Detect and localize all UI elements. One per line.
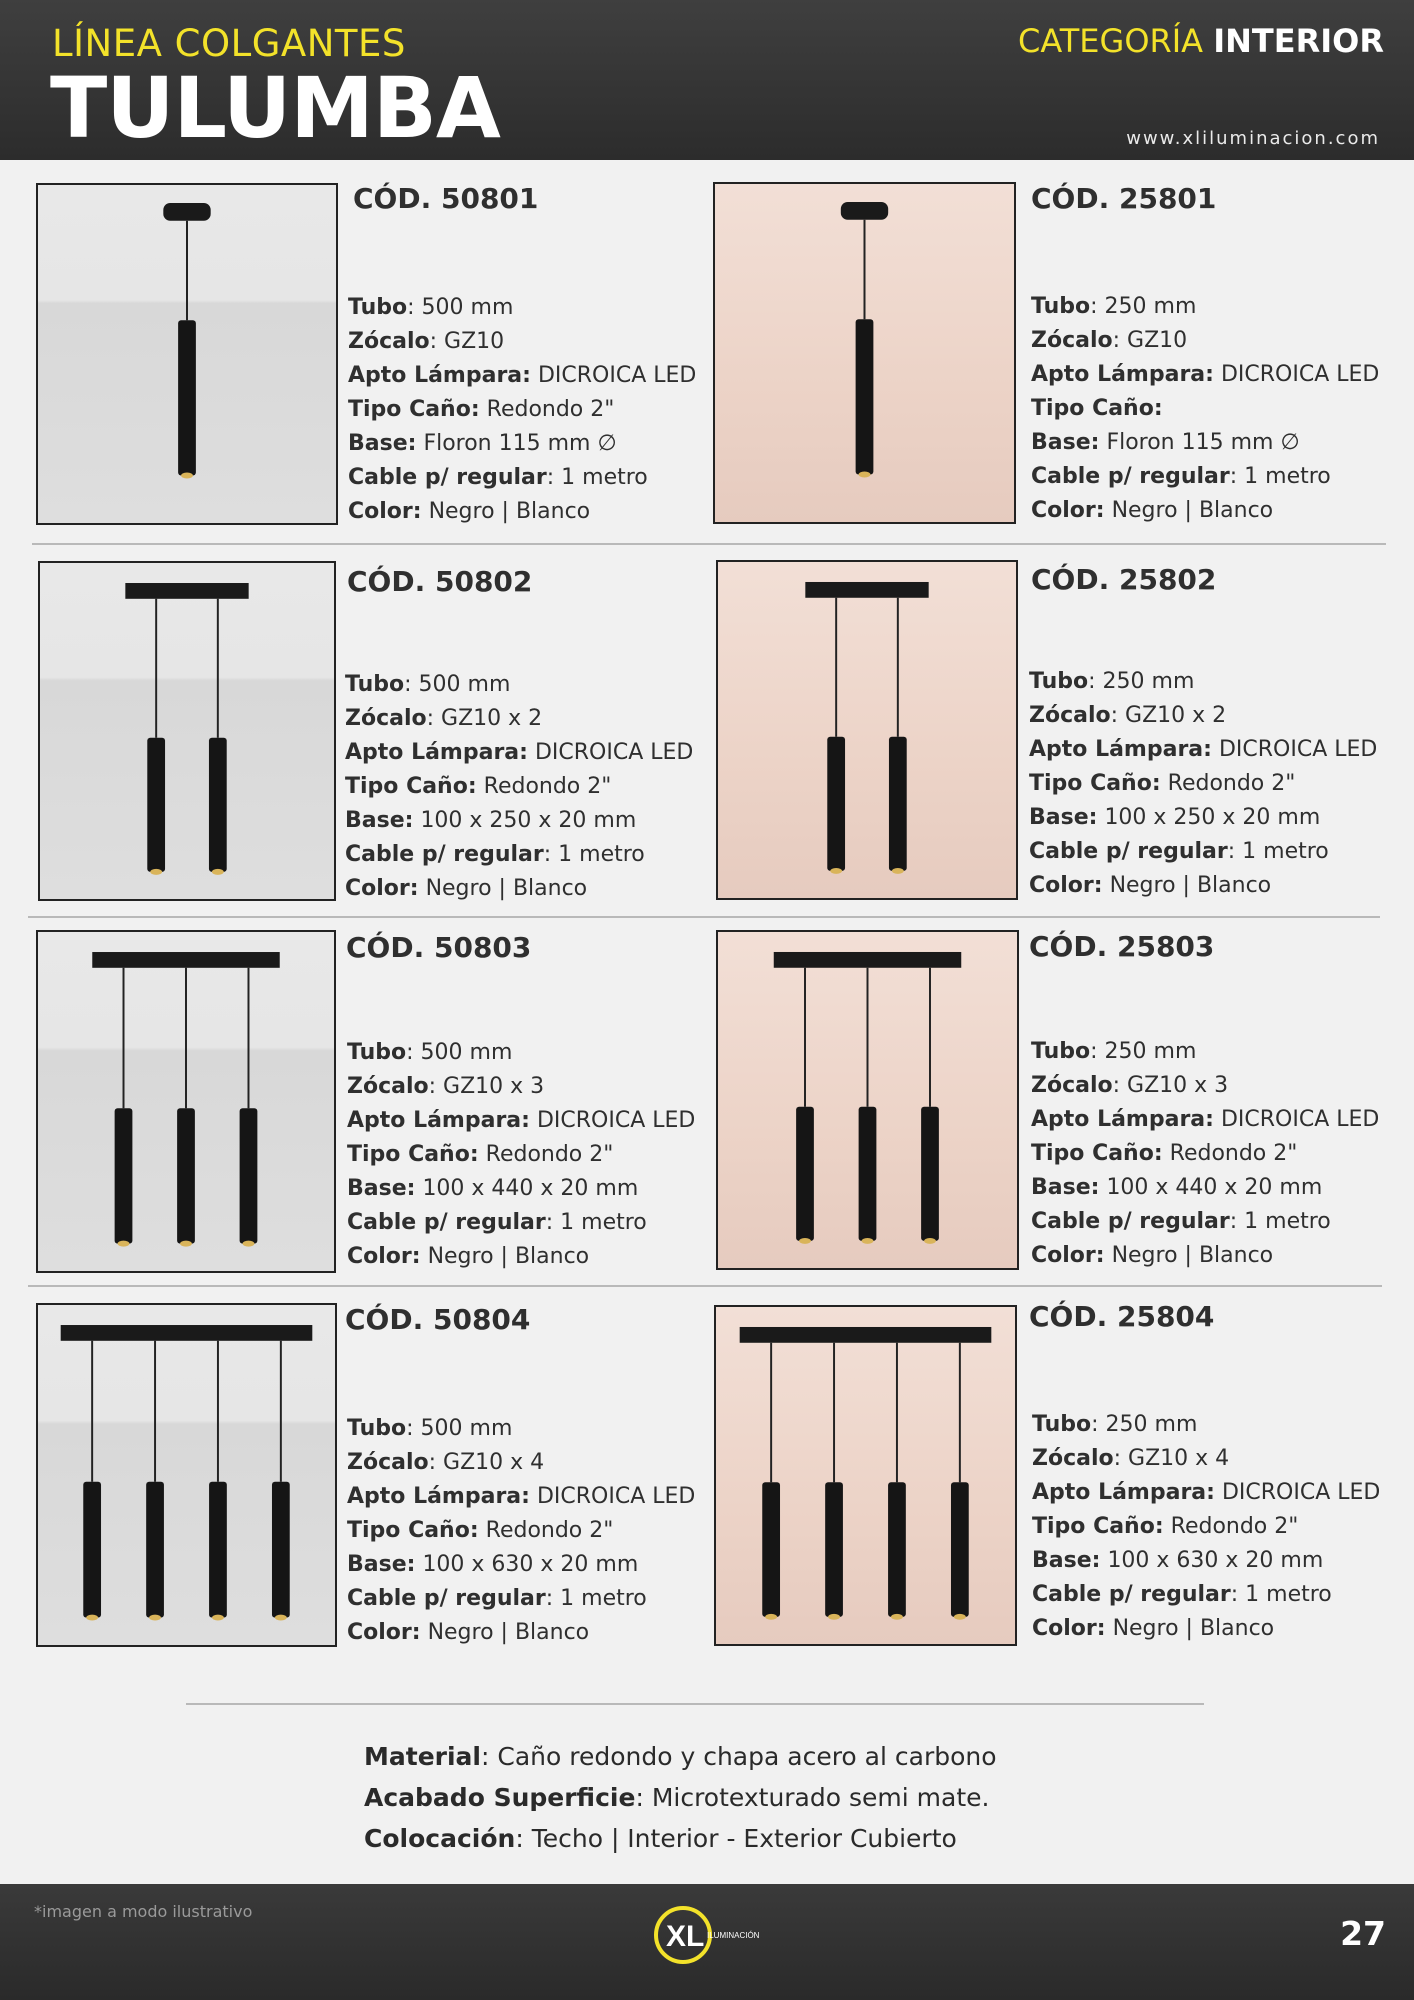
spec-label: Apto Lámpara: <box>348 363 531 388</box>
spec-tubo: Tubo: 500 mm <box>347 1416 513 1441</box>
product-specs <box>1029 665 1377 903</box>
spec-label: Apto Lámpara: <box>347 1108 530 1133</box>
spec-value: Redondo 2" <box>486 397 615 422</box>
spec-color <box>1032 1612 1380 1646</box>
spec-value: GZ10 x 2 <box>1125 703 1227 728</box>
product-photo <box>716 560 1018 900</box>
spec-value: DICROICA LED <box>1220 1107 1380 1132</box>
spec-value: 1 metro <box>1245 1582 1332 1607</box>
spec-label: Zócalo <box>1032 1446 1114 1471</box>
spec-tubo: Tubo: 500 mm <box>348 295 514 320</box>
spec-value: 1 metro <box>1244 1209 1331 1234</box>
colocacion-line: Colocación: Techo | Interior - Exterior Cubierto <box>364 1824 957 1853</box>
row-divider <box>32 543 1386 545</box>
spec-label: Cable p/ regular <box>348 465 547 490</box>
spec-label: Tubo <box>1031 1039 1091 1064</box>
product-specs <box>1031 1035 1379 1273</box>
spec-value: DICROICA LED <box>1220 362 1380 387</box>
product-code: CÓD. 25802 <box>1031 563 1217 596</box>
product-specs <box>1031 290 1379 528</box>
spec-value: 500 mm <box>418 672 511 697</box>
spec-cano <box>1031 392 1379 426</box>
spec-tubo: Tubo: 250 mm <box>1031 294 1197 319</box>
product-specs <box>347 1036 695 1274</box>
pendant-lamp-illustration <box>38 185 336 523</box>
spec-zocalo: Zócalo: GZ10 <box>348 329 505 354</box>
spec-value: DICROICA LED <box>1218 737 1378 762</box>
product-specs <box>347 1412 695 1650</box>
product-photo <box>713 182 1016 524</box>
spec-value: 250 mm <box>1102 669 1195 694</box>
spec-apto <box>1029 733 1377 767</box>
spec-label: Tubo <box>345 672 405 697</box>
product-photo <box>36 1303 337 1647</box>
spec-value: 1 metro <box>1244 464 1331 489</box>
spec-color <box>348 495 696 529</box>
page-title: TULUMBA <box>50 59 500 157</box>
spec-cano <box>345 770 693 804</box>
spec-value: 250 mm <box>1104 294 1197 319</box>
xl-logo-icon <box>650 1902 770 1968</box>
spec-label: Base: <box>348 431 417 456</box>
spec-value: Negro | Blanco <box>427 1620 590 1645</box>
disclaimer: *imagen a modo ilustrativo <box>34 1902 253 1921</box>
spec-value: GZ10 <box>1127 328 1188 353</box>
spec-label: Tubo <box>1031 294 1091 319</box>
acabado-line: Acabado Superficie: Microtexturado semi mate. <box>364 1783 990 1812</box>
spec-label: Apto Lámpara: <box>1031 362 1214 387</box>
spec-cano <box>1032 1510 1380 1544</box>
spec-apto <box>1032 1476 1380 1510</box>
spec-value: GZ10 x 4 <box>443 1450 545 1475</box>
pendant-lamp-illustration <box>715 184 1014 522</box>
spec-value: 100 x 440 x 20 mm <box>422 1176 639 1201</box>
logo-subtext: ILUMINACIÓN <box>707 1931 760 1940</box>
spec-label: Cable p/ regular <box>347 1586 546 1611</box>
material-label: Material <box>364 1742 481 1771</box>
spec-value: Negro | Blanco <box>1109 873 1272 898</box>
spec-apto <box>347 1480 695 1514</box>
spec-cano <box>348 393 696 427</box>
spec-label: Base: <box>1029 805 1098 830</box>
category-value: INTERIOR <box>1213 22 1384 60</box>
spec-apto <box>1031 358 1379 392</box>
material-value: Caño redondo y chapa acero al carbono <box>497 1742 997 1771</box>
spec-value: DICROICA LED <box>537 363 697 388</box>
acabado-value: Microtexturado semi mate. <box>651 1783 990 1812</box>
spec-label: Color: <box>1032 1616 1106 1641</box>
product-photo <box>38 561 336 901</box>
spec-base <box>347 1548 695 1582</box>
spec-label: Base: <box>345 808 414 833</box>
spec-label: Color: <box>347 1244 421 1269</box>
spec-tubo: Tubo: 250 mm <box>1032 1412 1198 1437</box>
spec-label: Cable p/ regular <box>347 1210 546 1235</box>
spec-value: Negro | Blanco <box>428 499 591 524</box>
spec-value: Floron 115 mm ∅ <box>423 431 617 456</box>
product-code: CÓD. 50804 <box>345 1303 531 1336</box>
spec-apto <box>348 359 696 393</box>
spec-label: Apto Lámpara: <box>1031 1107 1214 1132</box>
spec-label: Zócalo <box>1031 328 1113 353</box>
product-code: CÓD. 50803 <box>346 931 532 964</box>
spec-value: GZ10 <box>444 329 505 354</box>
row-divider <box>28 1285 1382 1287</box>
spec-label: Apto Lámpara: <box>345 740 528 765</box>
spec-cable: Cable p/ regular: 1 metro <box>347 1586 647 1611</box>
spec-cable: Cable p/ regular: 1 metro <box>1032 1582 1332 1607</box>
spec-label: Apto Lámpara: <box>1029 737 1212 762</box>
header <box>0 0 1414 160</box>
spec-value: Negro | Blanco <box>425 876 588 901</box>
product-code: CÓD. 25804 <box>1029 1300 1215 1333</box>
spec-label: Color: <box>348 499 422 524</box>
spec-cano <box>1029 767 1377 801</box>
spec-label: Tubo <box>347 1416 407 1441</box>
spec-value: 100 x 250 x 20 mm <box>1104 805 1321 830</box>
product-specs <box>345 668 693 906</box>
product-specs <box>348 291 696 529</box>
product-code: CÓD. 25801 <box>1031 182 1217 215</box>
spec-zocalo: Zócalo: GZ10 x 3 <box>1031 1073 1229 1098</box>
logo-text: XL <box>666 1920 705 1953</box>
spec-value: 500 mm <box>420 1040 513 1065</box>
product-photo <box>36 183 338 525</box>
spec-label: Base: <box>347 1552 416 1577</box>
spec-value: Redondo 2" <box>485 1518 614 1543</box>
spec-label: Apto Lámpara: <box>347 1484 530 1509</box>
spec-value: Redondo 2" <box>485 1142 614 1167</box>
spec-value: DICROICA LED <box>536 1108 696 1133</box>
spec-value: 100 x 630 x 20 mm <box>1107 1548 1324 1573</box>
row-divider <box>28 916 1380 918</box>
spec-color <box>347 1616 695 1650</box>
spec-base <box>345 804 693 838</box>
spec-label: Color: <box>1031 1243 1105 1268</box>
spec-value: DICROICA LED <box>536 1484 696 1509</box>
spec-color <box>1029 869 1377 903</box>
spec-label: Base: <box>1031 430 1100 455</box>
spec-apto <box>1031 1103 1379 1137</box>
product-code: CÓD. 50801 <box>353 182 539 215</box>
spec-label: Tubo <box>347 1040 407 1065</box>
spec-label: Color: <box>345 876 419 901</box>
spec-apto <box>345 736 693 770</box>
spec-cable: Cable p/ regular: 1 metro <box>1029 839 1329 864</box>
pendant-lamp-illustration <box>38 932 334 1271</box>
spec-label: Zócalo <box>1031 1073 1113 1098</box>
product-photo <box>716 930 1019 1270</box>
spec-base <box>348 427 696 461</box>
spec-base <box>1031 1171 1379 1205</box>
spec-value: Negro | Blanco <box>427 1244 590 1269</box>
spec-value: 1 metro <box>1242 839 1329 864</box>
spec-tubo: Tubo: 250 mm <box>1031 1039 1197 1064</box>
spec-tubo: Tubo: 250 mm <box>1029 669 1195 694</box>
spec-value: Redondo 2" <box>1169 1141 1298 1166</box>
spec-color <box>1031 1239 1379 1273</box>
spec-value: Negro | Blanco <box>1112 1616 1275 1641</box>
spec-value: 100 x 250 x 20 mm <box>420 808 637 833</box>
spec-value: 500 mm <box>420 1416 513 1441</box>
spec-cable: Cable p/ regular: 1 metro <box>345 842 645 867</box>
spec-cable: Cable p/ regular: 1 metro <box>348 465 648 490</box>
spec-color <box>1031 494 1379 528</box>
spec-label: Tipo Caño: <box>347 1142 479 1167</box>
category-label <box>1018 22 1384 60</box>
spec-value: 1 metro <box>561 465 648 490</box>
spec-value: 1 metro <box>558 842 645 867</box>
spec-value: DICROICA LED <box>1221 1480 1381 1505</box>
spec-cano <box>347 1138 695 1172</box>
footer <box>0 1884 1414 2000</box>
spec-value: Floron 115 mm ∅ <box>1106 430 1300 455</box>
category-prefix: CATEGORÍA <box>1018 22 1204 60</box>
spec-value: GZ10 x 3 <box>1127 1073 1229 1098</box>
product-code: CÓD. 50802 <box>347 565 533 598</box>
spec-value: 1 metro <box>560 1210 647 1235</box>
spec-tubo: Tubo: 500 mm <box>345 672 511 697</box>
acabado-label: Acabado Superficie <box>364 1783 636 1812</box>
spec-label: Tipo Caño: <box>1029 771 1161 796</box>
spec-label: Tipo Caño: <box>1031 1141 1163 1166</box>
spec-label: Tipo Caño: <box>348 397 480 422</box>
spec-zocalo: Zócalo: GZ10 x 3 <box>347 1074 545 1099</box>
spec-zocalo: Zócalo: GZ10 x 2 <box>1029 703 1227 728</box>
product-photo <box>714 1305 1017 1646</box>
spec-label: Cable p/ regular <box>1031 464 1230 489</box>
spec-value: 100 x 630 x 20 mm <box>422 1552 639 1577</box>
spec-label: Tipo Caño: <box>1032 1514 1164 1539</box>
colocacion-value: Techo | Interior - Exterior Cubierto <box>531 1824 957 1853</box>
spec-value: Redondo 2" <box>483 774 612 799</box>
spec-cable: Cable p/ regular: 1 metro <box>347 1210 647 1235</box>
spec-base <box>347 1172 695 1206</box>
spec-label: Color: <box>1031 498 1105 523</box>
spec-label: Color: <box>1029 873 1103 898</box>
pendant-lamp-illustration <box>716 1307 1015 1644</box>
material-line: Material: Caño redondo y chapa acero al carbono <box>364 1742 997 1771</box>
spec-value: 250 mm <box>1105 1412 1198 1437</box>
spec-value: Redondo 2" <box>1170 1514 1299 1539</box>
spec-value: Redondo 2" <box>1167 771 1296 796</box>
spec-label: Color: <box>347 1620 421 1645</box>
pendant-lamp-illustration <box>40 563 334 899</box>
pendant-lamp-illustration <box>718 562 1016 898</box>
spec-value: Negro | Blanco <box>1111 498 1274 523</box>
website-link[interactable]: www.xliluminacion.com <box>1126 128 1380 149</box>
spec-zocalo: Zócalo: GZ10 x 4 <box>1032 1446 1230 1471</box>
spec-label: Base: <box>347 1176 416 1201</box>
spec-zocalo: Zócalo: GZ10 <box>1031 328 1188 353</box>
spec-value: GZ10 x 2 <box>441 706 543 731</box>
page-number: 27 <box>1340 1914 1386 1953</box>
spec-label: Cable p/ regular <box>1029 839 1228 864</box>
spec-value: Negro | Blanco <box>1111 1243 1274 1268</box>
spec-value: 1 metro <box>560 1586 647 1611</box>
spec-label: Tubo <box>1029 669 1089 694</box>
line-label: LÍNEA COLGANTES <box>52 22 406 65</box>
spec-label: Cable p/ regular <box>1032 1582 1231 1607</box>
material-info <box>364 1736 997 1859</box>
spec-base <box>1031 426 1379 460</box>
spec-label: Zócalo <box>347 1450 429 1475</box>
pendant-lamp-illustration <box>718 932 1017 1268</box>
spec-cable: Cable p/ regular: 1 metro <box>1031 1209 1331 1234</box>
product-code: CÓD. 25803 <box>1029 930 1215 963</box>
spec-label: Cable p/ regular <box>345 842 544 867</box>
product-specs <box>1032 1408 1380 1646</box>
spec-apto <box>347 1104 695 1138</box>
spec-label: Apto Lámpara: <box>1032 1480 1215 1505</box>
spec-label: Zócalo <box>345 706 427 731</box>
pendant-lamp-illustration <box>38 1305 335 1645</box>
spec-color <box>347 1240 695 1274</box>
spec-label: Zócalo <box>348 329 430 354</box>
spec-label: Zócalo <box>347 1074 429 1099</box>
spec-value: 500 mm <box>421 295 514 320</box>
spec-label: Tipo Caño: <box>345 774 477 799</box>
spec-base <box>1032 1544 1380 1578</box>
spec-value: 250 mm <box>1104 1039 1197 1064</box>
spec-cable: Cable p/ regular: 1 metro <box>1031 464 1331 489</box>
spec-value: GZ10 x 4 <box>1128 1446 1230 1471</box>
spec-tubo: Tubo: 500 mm <box>347 1040 513 1065</box>
spec-cano <box>1031 1137 1379 1171</box>
colocacion-label: Colocación <box>364 1824 516 1853</box>
spec-color <box>345 872 693 906</box>
spec-base <box>1029 801 1377 835</box>
spec-value: GZ10 x 3 <box>443 1074 545 1099</box>
spec-label: Base: <box>1032 1548 1101 1573</box>
spec-label: Tubo <box>1032 1412 1092 1437</box>
spec-label: Cable p/ regular <box>1031 1209 1230 1234</box>
spec-label: Base: <box>1031 1175 1100 1200</box>
spec-zocalo: Zócalo: GZ10 x 4 <box>347 1450 545 1475</box>
spec-cano <box>347 1514 695 1548</box>
spec-label: Tipo Caño: <box>347 1518 479 1543</box>
spec-label: Zócalo <box>1029 703 1111 728</box>
spec-label: Tipo Caño: <box>1031 396 1163 421</box>
spec-label: Tubo <box>348 295 408 320</box>
spec-value: 100 x 440 x 20 mm <box>1106 1175 1323 1200</box>
spec-zocalo: Zócalo: GZ10 x 2 <box>345 706 543 731</box>
product-photo <box>36 930 336 1273</box>
spec-value: DICROICA LED <box>534 740 694 765</box>
material-divider <box>186 1703 1204 1705</box>
